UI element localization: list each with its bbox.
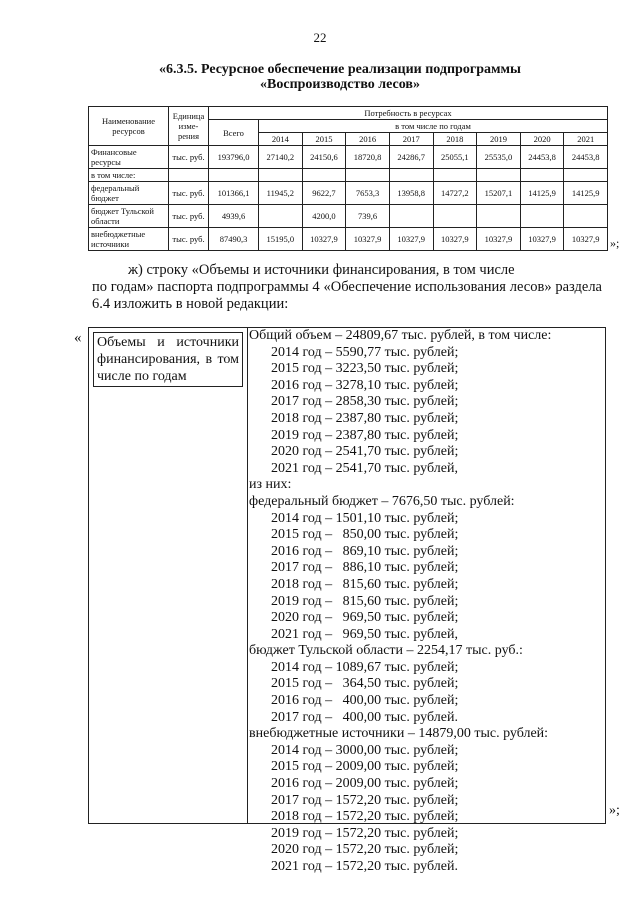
passport-line: 2014 год – 3000,00 тыс. рублей; (271, 742, 459, 758)
row-name: внебюджетные источники (89, 228, 169, 251)
row-year-value: 15207,1 (477, 182, 521, 205)
row-unit: тыс. руб. (169, 205, 209, 228)
passport-line: 2019 год – 1572,20 тыс. рублей; (271, 825, 459, 841)
passport-table (88, 327, 606, 874)
passport-line: 2021 год – 969,50 тыс. рублей, (271, 626, 458, 642)
heading-line-2: «Воспроизводство лесов» (260, 77, 420, 92)
passport-line: 2017 год – 886,10 тыс. рублей; (271, 560, 459, 576)
table-row (89, 182, 608, 205)
passport-line: 2016 год – 869,10 тыс. рублей; (271, 543, 459, 559)
row-year-value: 24453,8 (520, 146, 564, 169)
page-number: 22 (313, 30, 327, 45)
row-year-value: 15195,0 (259, 228, 303, 251)
passport-line: 2020 год – 1572,20 тыс. рублей; (271, 842, 459, 858)
row-year-value (477, 205, 521, 228)
section-heading (110, 62, 570, 92)
row-unit: тыс. руб. (169, 146, 209, 169)
passport-line: 2019 год – 2387,80 тыс. рублей; (271, 427, 459, 443)
row-name: в том числе: (89, 169, 169, 182)
passport-line: 2021 год – 2541,70 тыс. рублей, (271, 460, 458, 476)
passport-line: 2016 год – 400,00 тыс. рублей; (271, 693, 459, 709)
passport-line: бюджет Тульской области – 2254,17 тыс. руб.: (249, 643, 523, 659)
row-year-value: 18720,8 (346, 146, 390, 169)
table-row (89, 228, 608, 251)
row-total (209, 169, 259, 182)
passport-line: из них: (249, 477, 292, 493)
row-year-value: 27140,2 (259, 146, 303, 169)
row-year-value: 4200,0 (302, 205, 346, 228)
passport-line: 2014 год – 5590,77 тыс. рублей; (271, 344, 459, 360)
header-year: 2014 (259, 133, 303, 146)
passport-line: 2017 год – 1572,20 тыс. рублей; (271, 792, 459, 808)
passport-right-cell (249, 328, 601, 876)
header-year: 2019 (477, 133, 521, 146)
paragraph-rest: по годам» паспорта подпрограммы 4 «Обеспечение использования лесов» раздела 6.4 изложить в новой редакции: (92, 279, 602, 312)
header-unit: Единица изме-рения (169, 107, 209, 146)
passport-line: 2016 год – 3278,10 тыс. рублей; (271, 377, 459, 393)
resource-table (88, 106, 608, 251)
passport-left-cell (89, 328, 248, 823)
passport-closing-mark: »; (609, 803, 620, 818)
passport-line: 2017 год – 2858,30 тыс. рублей; (271, 394, 459, 410)
row-total: 101366,1 (209, 182, 259, 205)
passport-line: 2014 год – 1089,67 тыс. рублей; (271, 659, 459, 675)
passport-line: 2019 год – 815,60 тыс. рублей; (271, 593, 459, 609)
row-total: 4939,6 (209, 205, 259, 228)
header-year: 2017 (389, 133, 433, 146)
passport-line: 2021 год – 1572,20 тыс. рублей. (271, 859, 458, 874)
row-year-value (259, 205, 303, 228)
row-year-value: 7653,3 (346, 182, 390, 205)
passport-line: внебюджетные источники – 14879,00 тыс. рублей: (249, 726, 549, 742)
row-year-value: 10327,9 (302, 228, 346, 251)
header-year: 2016 (346, 133, 390, 146)
row-name: федеральный бюджет (89, 182, 169, 205)
row-year-value (346, 169, 390, 182)
row-year-value: 10327,9 (520, 228, 564, 251)
header-total: Всего (209, 120, 259, 146)
passport-row-label: Объемы и источники финансирования, в том числе по годам (93, 332, 243, 387)
header-need: Потребность в ресурсах (209, 107, 608, 120)
row-year-value (520, 169, 564, 182)
passport-line: 2020 год – 969,50 тыс. рублей; (271, 610, 459, 626)
passport-line: 2018 год – 1572,20 тыс. рублей; (271, 809, 459, 825)
row-year-value (389, 169, 433, 182)
row-year-value: 14125,9 (564, 182, 608, 205)
amendment-paragraph (92, 262, 602, 313)
header-year: 2015 (302, 133, 346, 146)
heading-line-1: «6.3.5. Ресурсное обеспечение реализации подпрограммы (159, 62, 521, 77)
table-row (89, 146, 608, 169)
passport-line: 2015 год – 3223,50 тыс. рублей; (271, 361, 459, 377)
row-name: бюджет Тульской области (89, 205, 169, 228)
passport-line: 2014 год – 1501,10 тыс. рублей; (271, 510, 459, 526)
row-year-value: 14125,9 (520, 182, 564, 205)
row-year-value: 14727,2 (433, 182, 477, 205)
row-year-value: 24453,8 (564, 146, 608, 169)
table-row (89, 205, 608, 228)
row-name: Финансовые ресурсы (89, 146, 169, 169)
passport-line: 2016 год – 2009,00 тыс. рублей; (271, 776, 459, 792)
row-year-value (389, 205, 433, 228)
row-year-value: 10327,9 (389, 228, 433, 251)
row-year-value: 24286,7 (389, 146, 433, 169)
passport-line: федеральный бюджет – 7676,50 тыс. рублей: (249, 493, 515, 509)
header-by-years: в том числе по годам (259, 120, 608, 133)
row-year-value: 739,6 (346, 205, 390, 228)
passport-line: 2018 год – 815,60 тыс. рублей; (271, 576, 459, 592)
opening-quote: « (74, 330, 82, 346)
row-year-value (520, 205, 564, 228)
passport-line: 2017 год – 400,00 тыс. рублей. (271, 709, 458, 725)
row-year-value (564, 169, 608, 182)
table-row (89, 169, 608, 182)
row-unit (169, 169, 209, 182)
row-total: 87490,3 (209, 228, 259, 251)
row-year-value: 25055,1 (433, 146, 477, 169)
passport-line: Общий объем – 24809,67 тыс. рублей, в том числе: (249, 328, 552, 343)
passport-line: 2015 год – 850,00 тыс. рублей; (271, 527, 459, 543)
header-year: 2021 (564, 133, 608, 146)
row-year-value (433, 205, 477, 228)
table-closing-mark: »; (610, 236, 620, 250)
row-year-value: 10327,9 (477, 228, 521, 251)
row-year-value: 11945,2 (259, 182, 303, 205)
row-year-value: 24150,6 (302, 146, 346, 169)
row-unit: тыс. руб. (169, 228, 209, 251)
passport-line: 2018 год – 2387,80 тыс. рублей; (271, 410, 459, 426)
paragraph-line-1: ж) строку «Объемы и источники финансирования, в том числе (128, 262, 515, 278)
row-year-value: 25535,0 (477, 146, 521, 169)
row-year-value (259, 169, 303, 182)
header-year: 2020 (520, 133, 564, 146)
passport-line: 2015 год – 2009,00 тыс. рублей; (271, 759, 459, 775)
passport-line: 2020 год – 2541,70 тыс. рублей; (271, 444, 459, 460)
row-year-value: 9622,7 (302, 182, 346, 205)
row-year-value: 13958,8 (389, 182, 433, 205)
row-year-value (477, 169, 521, 182)
row-year-value: 10327,9 (433, 228, 477, 251)
header-name: Наименование ресурсов (89, 107, 169, 146)
row-year-value: 10327,9 (346, 228, 390, 251)
row-unit: тыс. руб. (169, 182, 209, 205)
header-year: 2018 (433, 133, 477, 146)
passport-line: 2015 год – 364,50 тыс. рублей; (271, 676, 459, 692)
row-year-value (302, 169, 346, 182)
row-total: 193796,0 (209, 146, 259, 169)
row-year-value: 10327,9 (564, 228, 608, 251)
row-year-value (564, 205, 608, 228)
row-year-value (433, 169, 477, 182)
